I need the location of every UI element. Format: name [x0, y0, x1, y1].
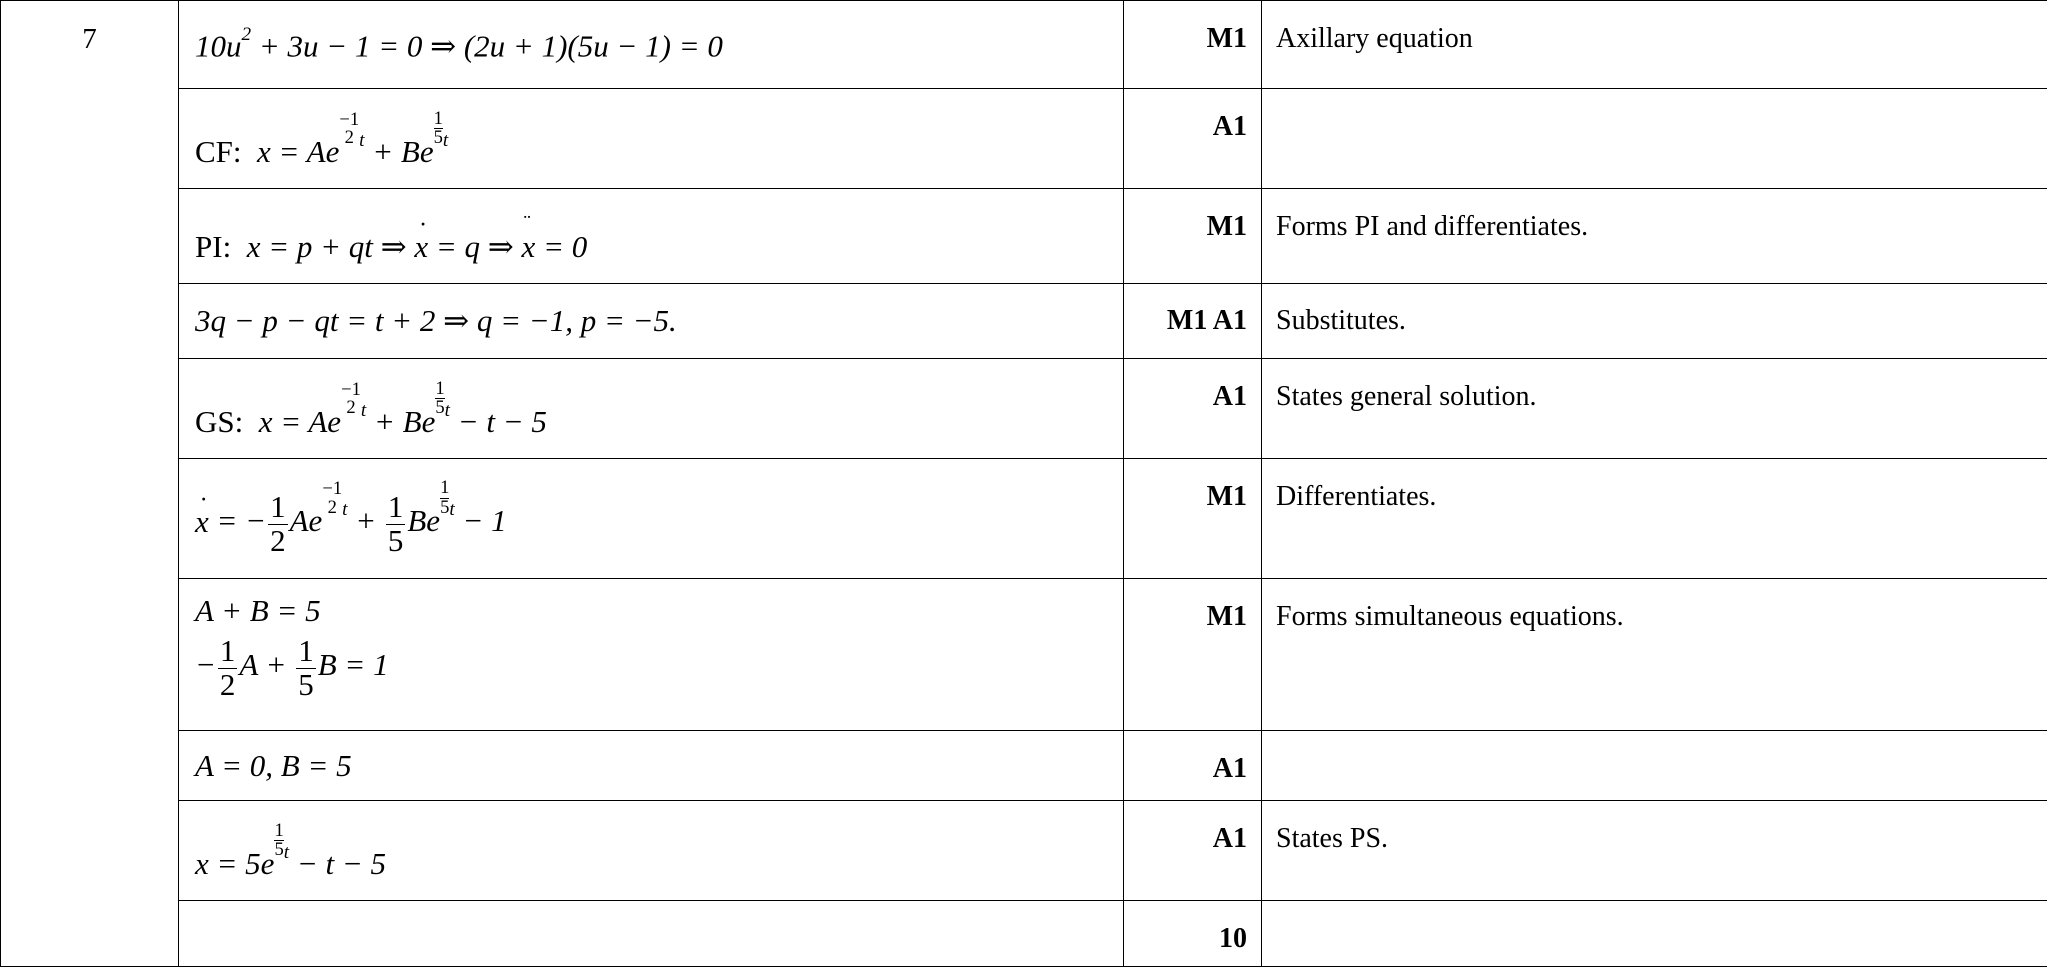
note-cell [1262, 731, 2047, 801]
table-row [1, 579, 2047, 731]
total-mark-cell: 10 [1124, 901, 1262, 967]
working-cell: A + B = 5 − $\frac{1}{2}$ A + $\frac{1}{5}$ B = 1 [179, 579, 1124, 731]
table-row [1, 189, 2047, 284]
note-cell [1262, 89, 2047, 189]
table-row [1, 459, 2047, 579]
note-cell: Forms simultaneous equations. [1262, 579, 2047, 731]
mark-cell: M1 [1124, 1, 1262, 89]
mark-cell: M1 [1124, 459, 1262, 579]
mark-cell: A1 [1124, 731, 1262, 801]
mark-cell: A1 [1124, 89, 1262, 189]
table-row [1, 284, 2047, 359]
working-cell [179, 901, 1124, 967]
working-cell: A = 0, B = 5 [179, 731, 1124, 801]
mark-cell: M1 [1124, 579, 1262, 731]
question-number: 7 [1, 1, 179, 967]
note-cell: Axillary equation [1262, 1, 2047, 89]
mark-cell: M1 [1124, 189, 1262, 284]
working-cell: $10u^2 + 3u - 1 = 0$ ⇒ (2u + 1)(5u − 1) = 0 [179, 1, 1124, 89]
working-cell: PI: x = p + qt ⇒ x ˙ = q ⇒ x ¨ = 0 [179, 189, 1124, 284]
note-cell: Differentiates. [1262, 459, 2047, 579]
working-cell: x ˙ = − $\frac{1}{2}$ Ae −1 2 $^t$ + $\frac{1}{5}$ Be $\frac{1}{5}$ $^t$ − 1 [179, 459, 1124, 579]
note-cell: Forms PI and differentiates. [1262, 189, 2047, 284]
working-cell: 3q − p − qt = t + 2 ⇒ q = −1, p = −5. [179, 284, 1124, 359]
note-cell: States PS. [1262, 801, 2047, 901]
table-row [1, 89, 2047, 189]
note-cell: Substitutes. [1262, 284, 2047, 359]
mark-cell: A1 [1124, 801, 1262, 901]
working-cell: x = 5e $\frac{1}{5}$ $^t$ − t − 5 [179, 801, 1124, 901]
note-cell [1262, 901, 2047, 967]
table-row [1, 731, 2047, 801]
mark-cell: A1 [1124, 359, 1262, 459]
working-cell: CF: x = Ae −1 2 $^t$ + Be $\frac{1}{5}$ $^t$ [179, 89, 1124, 189]
table-row [1, 1, 2047, 89]
note-cell: States general solution. [1262, 359, 2047, 459]
working-cell: GS: x = Ae −1 2 $^t$ + Be $\frac{1}{5}$ $^t$ − t − 5 [179, 359, 1124, 459]
table-row [1, 901, 2047, 967]
mark-cell: M1 A1 [1124, 284, 1262, 359]
table-row [1, 801, 2047, 901]
table-row [1, 359, 2047, 459]
